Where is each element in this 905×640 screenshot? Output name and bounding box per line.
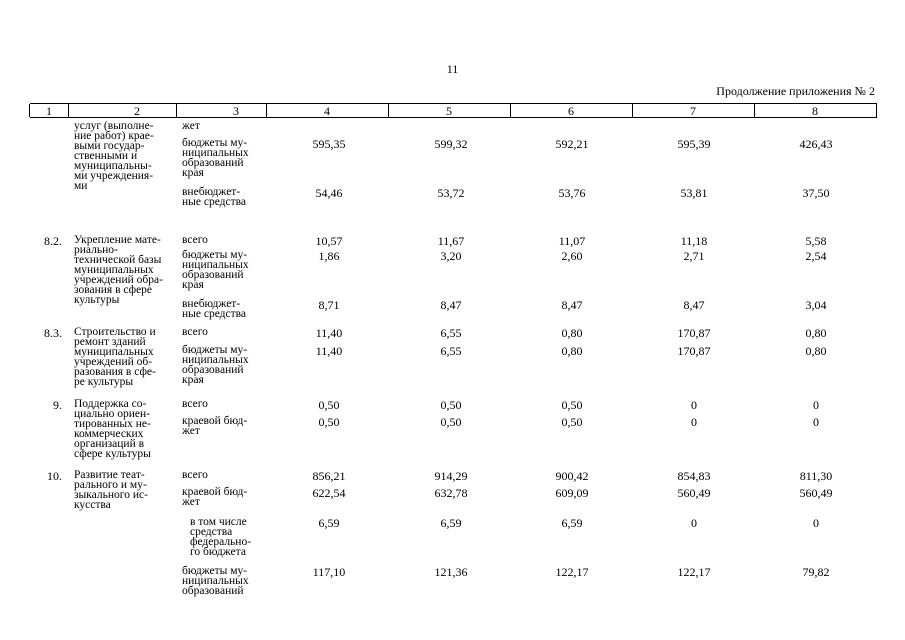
value-cell: 79,82	[802, 565, 830, 579]
value-cell: 117,10	[312, 565, 346, 579]
value-cell: 0,50	[318, 415, 340, 429]
value-cell: 11,40	[315, 326, 343, 340]
value-cell: 592,21	[555, 137, 589, 151]
row-source: краевой бюд- жет	[182, 415, 248, 437]
value-cell: 122,17	[555, 565, 589, 579]
header-col-5: 5	[446, 104, 452, 118]
value-cell: 0,50	[318, 398, 340, 412]
value-cell: 560,49	[677, 486, 711, 500]
value-cell: 53,72	[437, 186, 465, 200]
value-cell: 3,20	[440, 249, 462, 263]
value-cell: 1,86	[318, 249, 340, 263]
row-source: бюджеты му- ниципальных образований края	[182, 249, 249, 291]
value-cell: 0,50	[561, 415, 583, 429]
header-col-6: 6	[568, 104, 574, 118]
value-cell: 6,59	[318, 516, 340, 530]
value-cell: 8,47	[561, 298, 583, 312]
row-source: внебюджет- ные средства	[182, 298, 247, 320]
value-cell: 8,71	[318, 298, 340, 312]
header-col-2: 2	[134, 104, 140, 118]
value-cell: 560,49	[799, 486, 833, 500]
value-cell: 53,76	[558, 186, 586, 200]
value-cell: 54,46	[315, 186, 343, 200]
value-cell: 632,78	[434, 486, 468, 500]
value-cell: 170,87	[677, 344, 711, 358]
value-cell: 0,50	[561, 398, 583, 412]
row-name: Развитие теат- рального и му- зыкального ис- кусства	[74, 469, 148, 511]
value-cell: 0	[813, 415, 819, 429]
value-cell: 622,54	[312, 486, 346, 500]
value-cell: 8,47	[683, 298, 705, 312]
value-cell: 0,50	[440, 415, 462, 429]
value-cell: 595,39	[677, 137, 711, 151]
value-cell: 170,87	[677, 326, 711, 340]
value-cell: 2,54	[805, 249, 827, 263]
value-cell: 6,55	[440, 326, 462, 340]
value-cell: 854,83	[677, 469, 711, 483]
value-cell: 10,57	[315, 234, 343, 248]
value-cell: 121,36	[434, 565, 468, 579]
value-cell: 2,71	[683, 249, 705, 263]
value-cell: 426,43	[799, 137, 833, 151]
value-cell: 0	[691, 398, 697, 412]
value-cell: 0,80	[805, 326, 827, 340]
row-number: 10.	[47, 469, 62, 483]
annex-title: Продолжение приложения № 2	[716, 84, 875, 98]
value-cell: 2,60	[561, 249, 583, 263]
value-cell: 6,59	[440, 516, 462, 530]
row-source: бюджеты му- ниципальных образований края	[182, 344, 249, 386]
value-cell: 11,40	[315, 344, 343, 358]
value-cell: 53,81	[680, 186, 708, 200]
value-cell: 11,18	[680, 234, 708, 248]
value-cell: 5,58	[805, 234, 827, 248]
row-number: 8.2.	[44, 234, 62, 248]
header-col-1: 1	[46, 104, 52, 118]
value-cell: 0	[813, 516, 819, 530]
row-source: краевой бюд- жет	[182, 486, 248, 508]
value-cell: 3,04	[805, 298, 827, 312]
row-number: 9.	[53, 398, 62, 412]
header-col-7: 7	[690, 104, 696, 118]
row-source: бюджеты му- ниципальных образований	[182, 565, 249, 597]
value-cell: 8,47	[440, 298, 462, 312]
header-col-8: 8	[812, 104, 818, 118]
value-cell: 0,80	[561, 344, 583, 358]
row-source: внебюджет- ные средства	[182, 186, 247, 208]
value-cell: 0,50	[440, 398, 462, 412]
row-name: Поддержка со- циально ориен- тированных не- коммерческих организаций в сфере культуры	[74, 398, 151, 460]
value-cell: 0,80	[561, 326, 583, 340]
row-source: жет	[182, 120, 200, 132]
row-name: Укрепление мате- риально- технической базы муниципальных учреждений обра- зования в сфере культуры	[74, 234, 163, 306]
row-number: 8.3.	[44, 326, 62, 340]
value-cell: 0	[691, 516, 697, 530]
header-col-4: 4	[324, 104, 330, 118]
value-cell: 122,17	[677, 565, 711, 579]
value-cell: 11,07	[558, 234, 586, 248]
row-source: бюджеты му- ниципальных образований края	[182, 137, 249, 179]
value-cell: 856,21	[312, 469, 346, 483]
row-source: всего	[182, 398, 208, 410]
row-source: всего	[182, 469, 208, 481]
value-cell: 37,50	[802, 186, 830, 200]
value-cell: 6,59	[561, 516, 583, 530]
row-source: в том числе средства федерально- го бюджета	[190, 516, 252, 558]
value-cell: 811,30	[799, 469, 833, 483]
row-source: всего	[182, 326, 208, 338]
table-header	[30, 103, 877, 118]
value-cell: 609,09	[555, 486, 589, 500]
value-cell: 6,55	[440, 344, 462, 358]
value-cell: 900,42	[555, 469, 589, 483]
value-cell: 11,67	[437, 234, 465, 248]
row-name: услуг (выполне- ние работ) крае- выми государ- ственными и муниципальны- ми учреждения- ми	[74, 120, 154, 192]
header-col-3: 3	[233, 104, 239, 118]
row-name: Строительство и ремонт зданий муниципальных учреждений об- разования в сфе- ре культуры	[74, 326, 156, 388]
header-border-right	[876, 104, 877, 117]
row-source: всего	[182, 234, 208, 246]
value-cell: 0	[813, 398, 819, 412]
value-cell: 0,80	[805, 344, 827, 358]
value-cell: 914,29	[434, 469, 468, 483]
value-cell: 0	[691, 415, 697, 429]
value-cell: 599,32	[434, 137, 468, 151]
value-cell: 595,35	[312, 137, 346, 151]
page-number: 11	[446, 62, 459, 76]
